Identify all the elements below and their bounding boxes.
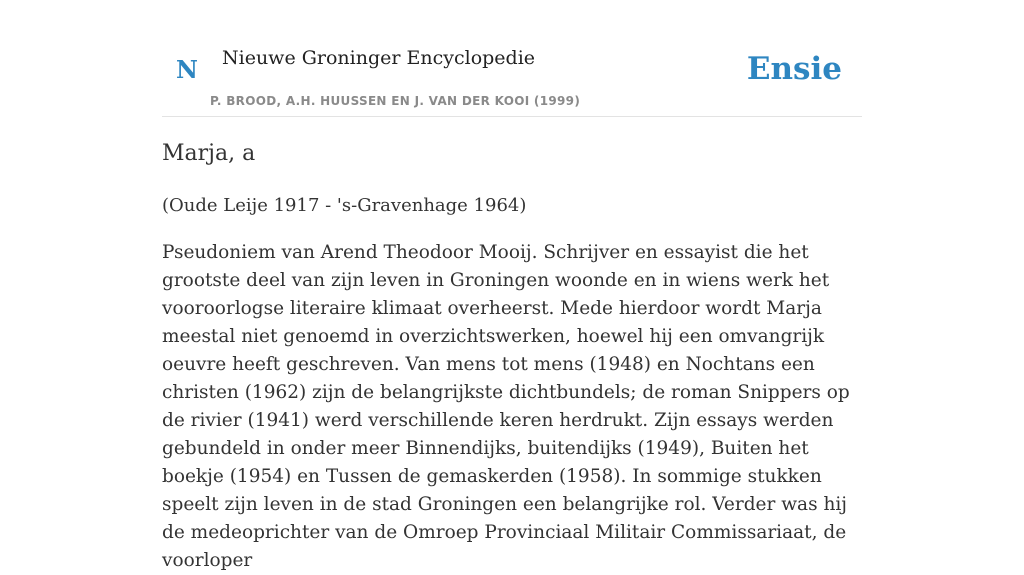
entry-body: Pseudoniem van Arend Theodoor Mooij. Schrijver en essayist die het grootste deel van zijn leven in Groningen woonde en in wiens werk het vooroorlogse literaire klimaat overheerst. Mede hierdoor wordt Marja meestal niet genoemd in overzichtswerken, hoewel hij een omvangrijk oeuvre heeft geschreven. Van mens tot mens (1948) en Nochtans een christen (1962) zijn de belangrijkste dichtbundels; de roman Snippers op de rivier (1941) werd verschillende keren herdrukt. Zijn essays werden gebundeld in onder meer Binnendijks, buitendijks (1949), Buiten het boekje (1954) en Tussen de gemaskerden (1958). In sommige stukken speelt zijn leven in de stad Groningen een belangrijke rol. Verder was hij de medeoprichter van de Omroep Provinciaal Militair Commissariaat, de voorloper <box>162 242 850 571</box>
page-header <box>162 0 862 117</box>
entry-subtitle: (Oude Leije 1917 - 's-Gravenhage 1964) <box>162 195 527 216</box>
publication-authors: P. BROOD, A.H. HUUSSEN EN J. VAN DER KOOI (1999) <box>210 94 581 108</box>
ensie-logo[interactable]: Ensie <box>746 51 842 87</box>
publication-logo[interactable]: N <box>176 55 198 84</box>
publication-title[interactable]: Nieuwe Groninger Encyclopedie <box>222 47 536 69</box>
entry-title: Marja, a <box>162 141 256 166</box>
